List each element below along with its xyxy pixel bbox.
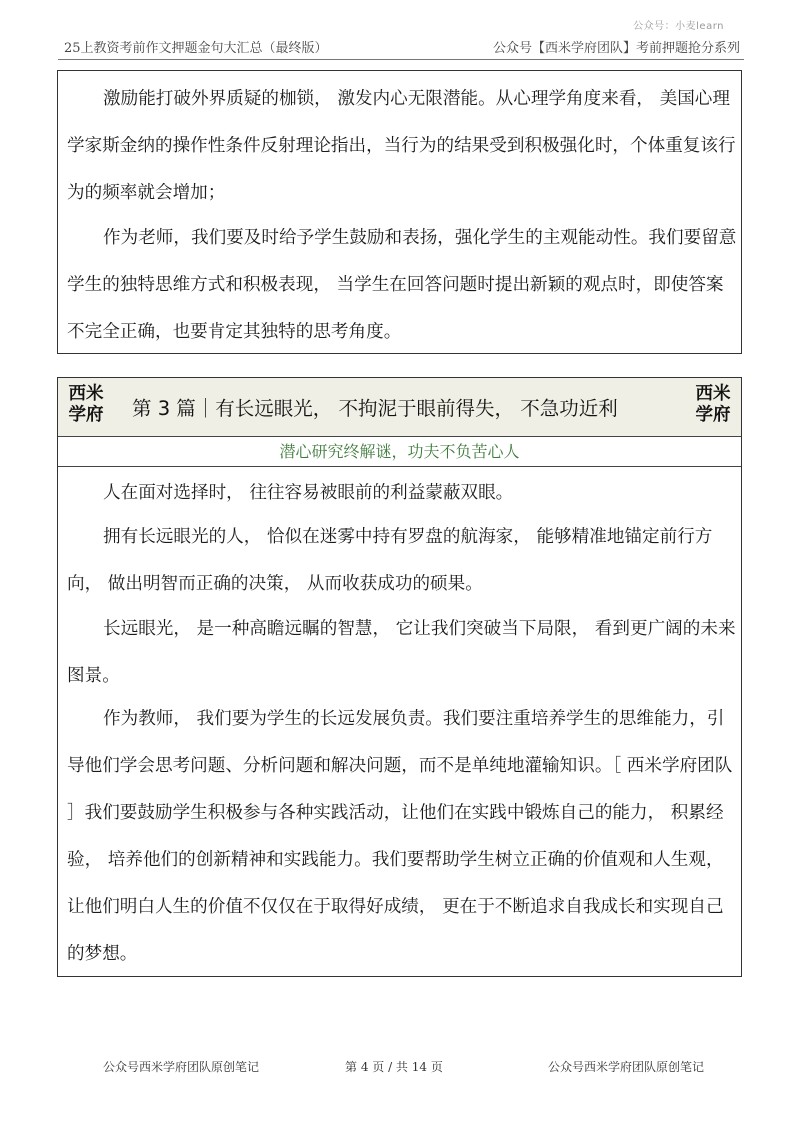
essay-title-row bbox=[58, 378, 741, 437]
paragraph: 作为老师，我们要及时给予学生鼓励和表扬，强化学生的主观能动性。我们要留意学生的独特思维方式和积极表现， 当学生在回答问题时提出新颖的观点时，即使答案不完全正确，也要肯定其独特的思考角度。 bbox=[67, 228, 737, 342]
brand-logo-left bbox=[60, 384, 112, 428]
logo-text-line1: 西米 bbox=[68, 384, 104, 404]
logo-text-line2: 学府 bbox=[695, 405, 731, 425]
paragraph: 人在面对选择时， 往往容易被眼前的利益蒙蔽双眼。 bbox=[103, 483, 514, 503]
essay-box-previous bbox=[57, 70, 742, 354]
footer-left: 公众号西米学府团队原创笔记 bbox=[103, 1060, 260, 1074]
watermark: 公众号：小麦learn bbox=[633, 21, 724, 32]
paragraph: 激励能打破外界质疑的枷锁， 激发内心无限潜能。从心理学角度来看， 美国心理学家斯金纳的操作性条件反射理论指出，当行为的结果受到积极强化时，个体重复该行为的频率就会增加； bbox=[67, 89, 736, 203]
header-left-title: 25上教资考前作文押题金句大汇总（最终版） bbox=[64, 41, 328, 56]
page-header bbox=[58, 37, 744, 60]
header-right-title: 公众号【西米学府团队】考前押题抢分系列 bbox=[492, 41, 740, 56]
logo-text-line2: 学府 bbox=[68, 405, 104, 425]
essay-box-3 bbox=[57, 377, 742, 977]
motto: 潜心研究终解谜，功夫不负苦心人 bbox=[58, 437, 741, 467]
page-number: 第 4 页 / 共 14 页 bbox=[345, 1060, 443, 1074]
paragraph: 长远眼光， 是一种高瞻远瞩的智慧， 它让我们突破当下局限， 看到更广阔的未来图景。 bbox=[67, 619, 736, 686]
paragraph: 拥有长远眼光的人， 恰似在迷雾中持有罗盘的航海家， 能够精准地锚定前行方向， 做出明智而正确的决策， 从而收获成功的硕果。 bbox=[67, 527, 713, 594]
footer-right: 公众号西米学府团队原创笔记 bbox=[548, 1060, 705, 1074]
brand-logo-right bbox=[687, 384, 739, 428]
paragraph: 作为教师， 我们要为学生的长远发展负责。我们要注重培养学生的思维能力，引导他们学会思考问题、分析问题和解决问题，而不是单纯地灌输知识。［ 西米学府团队 ］我们要鼓励学生积极参与各种实践活动，让他们在实践中锻炼自己的能力， 积累经验， 培养他们的创新精神和实践能力。我们要帮助学生树立正确的价值观和人生观， 让他们明白人生的价值不仅仅在于取得好成绩， 更在于不断追求自我成长和实现自己的梦想。 bbox=[67, 709, 733, 964]
logo-text-line1: 西米 bbox=[695, 384, 731, 404]
essay-title: 第 3 篇｜有长远眼光， 不拘泥于眼前得失， 不急功近利 bbox=[132, 397, 618, 420]
